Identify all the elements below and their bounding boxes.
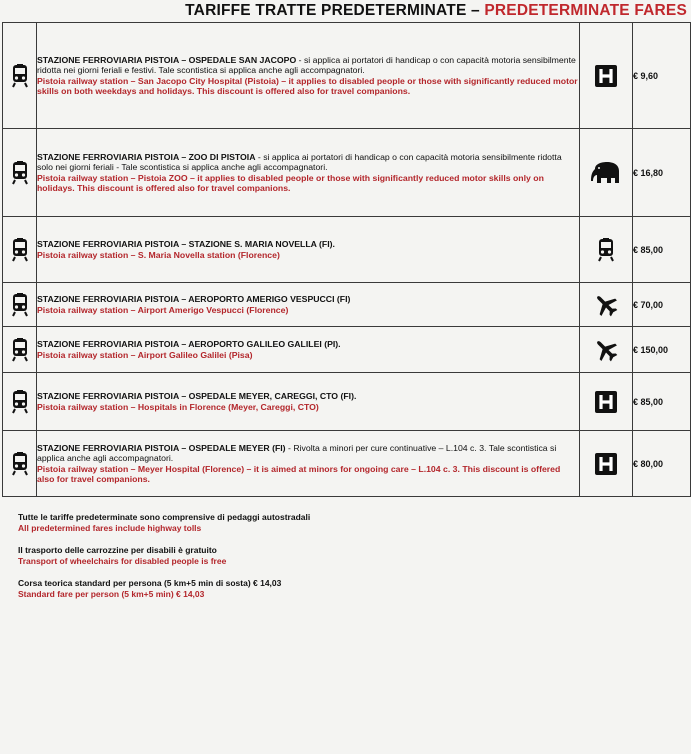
destination-symbol-cell [580, 23, 633, 129]
route-name-italian: STAZIONE FERROVIARIA PISTOIA – OSPEDALE SAN JACOPO [37, 54, 297, 65]
train-icon [580, 238, 632, 262]
note-item [18, 545, 668, 567]
route-name-italian: STAZIONE FERROVIARIA PISTOIA – AEROPORTO AMERIGO VESPUCCI (FI) [37, 294, 351, 304]
route-description [37, 129, 580, 217]
fare-price: € 16,80 [633, 129, 691, 217]
route-english: Pistoia railway station – Pistoia ZOO – it applies to disabled people or those with significantly reduced motor skills only on holidays. This discount is offered also for travel companions. [37, 172, 544, 193]
fare-row [3, 129, 691, 217]
airplane-icon [580, 292, 632, 318]
fare-row [3, 217, 691, 283]
destination-symbol-cell [580, 373, 633, 431]
route-english: Pistoia railway station – Airport Amerigo Vespucci (Florence) [37, 304, 289, 315]
note-italian: Il trasporto delle carrozzine per disabili è gratuito [18, 545, 217, 555]
route-description [37, 327, 580, 373]
train-icon [3, 390, 36, 414]
fare-row [3, 283, 691, 327]
route-name-italian: STAZIONE FERROVIARIA PISTOIA – OSPEDALE MEYER, CAREGGI, CTO (FI). [37, 391, 357, 401]
page-title [0, 0, 691, 22]
train-icon-cell [3, 283, 37, 327]
train-icon [3, 161, 36, 185]
hospital-icon [580, 452, 632, 476]
note-item [18, 512, 668, 534]
destination-symbol-cell [580, 129, 633, 217]
route-description [37, 23, 580, 129]
route-description [37, 283, 580, 327]
route-description [37, 431, 580, 497]
note-italian: Tutte le tariffe predeterminate sono comprensive di pedaggi autostradali [18, 512, 311, 522]
train-icon [3, 293, 36, 317]
title-italian: TARIFFE TRATTE PREDETERMINATE – [185, 2, 485, 19]
train-icon [3, 338, 36, 362]
route-name-italian: STAZIONE FERROVIARIA PISTOIA – OSPEDALE MEYER (FI) [37, 442, 286, 453]
fare-price: € 9,60 [633, 23, 691, 129]
destination-symbol-cell [580, 327, 633, 373]
note-italian: Corsa teorica standard per persona (5 km+5 min di sosta) € 14,03 [18, 578, 282, 588]
train-icon-cell [3, 373, 37, 431]
train-icon-cell [3, 431, 37, 497]
note-english: Transport of wheelchairs for disabled people is free [18, 556, 227, 566]
fare-row [3, 23, 691, 129]
fare-price: € 85,00 [633, 217, 691, 283]
hospital-icon [580, 390, 632, 414]
route-name-italian: STAZIONE FERROVIARIA PISTOIA – ZOO DI PISTOIA [37, 151, 256, 162]
destination-symbol-cell [580, 217, 633, 283]
route-english: Pistoia railway station – San Jacopo City Hospital (Pistoia) – it applies to disabled people or those with significantly reduced motor skills on both weekdays and holidays. This discount is offered also for travel companions. [37, 75, 578, 96]
fare-price: € 80,00 [633, 431, 691, 497]
destination-symbol-cell [580, 283, 633, 327]
route-details-italian: - si applica ai portatori di handicap o con capacità motoria sensibilmente ridotta solo nei giorni feriali - Tale scontistica si applica anche agli accompagnatori. [37, 151, 562, 172]
route-english: Pistoia railway station – S. Maria Novella station (Florence) [37, 249, 280, 260]
fare-row [3, 327, 691, 373]
route-english: Pistoia railway station – Airport Galileo Galilei (Pisa) [37, 349, 253, 360]
route-name-italian: STAZIONE FERROVIARIA PISTOIA – AEROPORTO GALILEO GALILEI (PI). [37, 339, 341, 349]
note-item [18, 578, 668, 600]
fare-price: € 150,00 [633, 327, 691, 373]
train-icon [3, 452, 36, 476]
fare-price: € 70,00 [633, 283, 691, 327]
fares-table [2, 22, 691, 497]
route-english: Pistoia railway station – Hospitals in Florence (Meyer, Careggi, CTO) [37, 401, 319, 412]
route-description [37, 373, 580, 431]
route-description [37, 217, 580, 283]
fare-price: € 85,00 [633, 373, 691, 431]
train-icon [3, 64, 36, 88]
note-english: Standard fare per person (5 km+5 min) € 14,03 [18, 589, 205, 599]
fare-row [3, 373, 691, 431]
train-icon-cell [3, 327, 37, 373]
note-english: All predetermined fares include highway tolls [18, 523, 202, 533]
elephant-icon [580, 161, 632, 185]
route-details-italian: - Rivolta a minori per cure continuative – L.104 c. 3. Tale scontistica si applica anche agli accompagnatori. [37, 442, 557, 463]
destination-symbol-cell [580, 431, 633, 497]
train-icon-cell [3, 217, 37, 283]
train-icon-cell [3, 23, 37, 129]
airplane-icon [580, 337, 632, 363]
train-icon [3, 238, 36, 262]
fare-row [3, 431, 691, 497]
route-details-italian: - si applica ai portatori di handicap o con capacità motoria sensibilmente ridotta nei giorni feriali e festivi. Tale scontistica si applica anche agli accompagnatori. [37, 54, 576, 75]
hospital-icon [580, 64, 632, 88]
title-english: PREDETERMINATE FARES [484, 2, 687, 19]
train-icon-cell [3, 129, 37, 217]
route-english: Pistoia railway station – Meyer Hospital (Florence) – it is aimed at minors for ongoing care – L.104 c. 3. This discount is offered also for travel companions. [37, 463, 561, 484]
notes-section [18, 512, 668, 611]
route-name-italian: STAZIONE FERROVIARIA PISTOIA – STAZIONE S. MARIA NOVELLA (FI). [37, 239, 335, 249]
